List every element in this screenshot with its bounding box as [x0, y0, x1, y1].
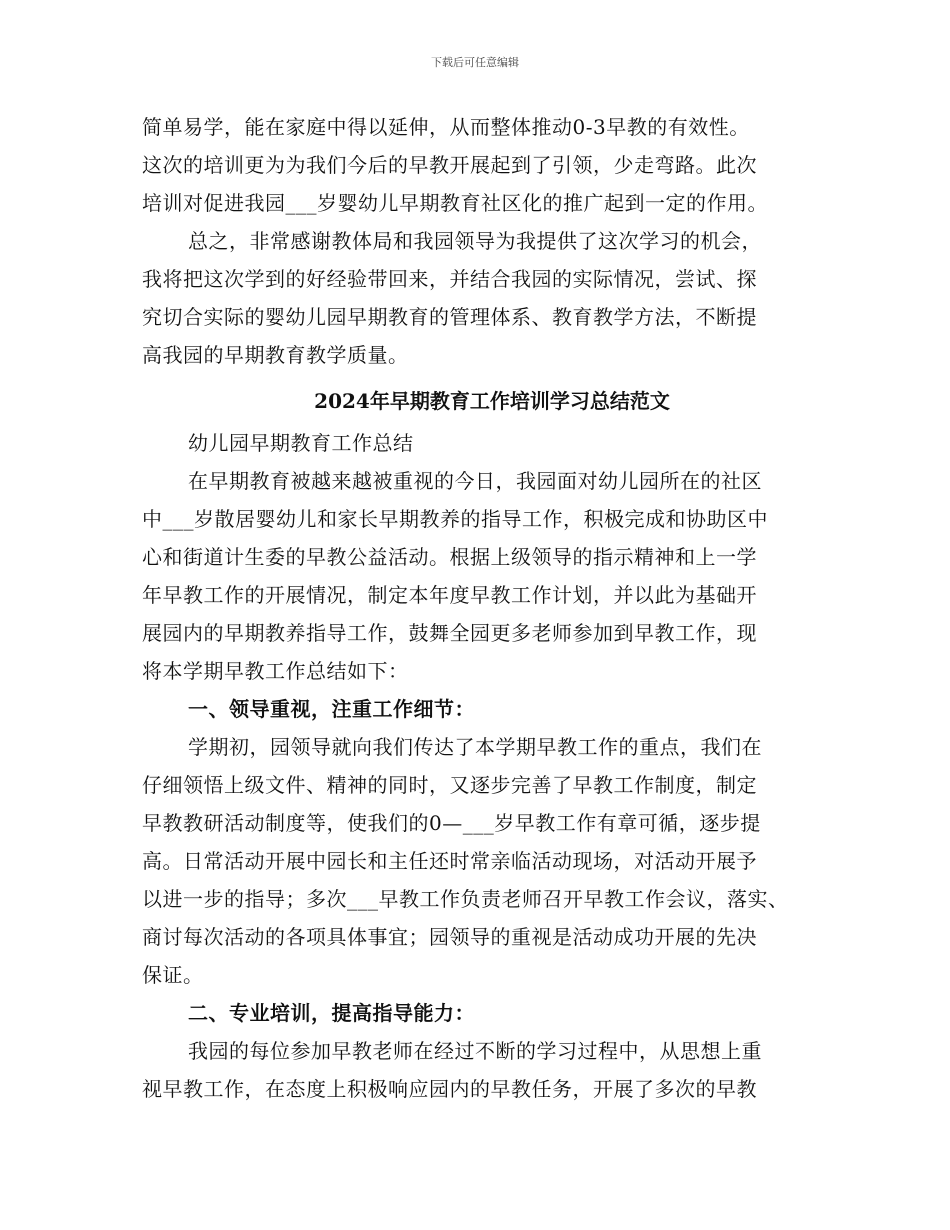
- text-line: 保证。: [142, 963, 204, 987]
- paragraph-intro: [142, 462, 812, 690]
- text-line: 培训对促进我园___岁婴幼儿早期教育社区化的推广起到一定的作用。: [142, 191, 768, 215]
- text-line: 商讨每次活动的各项具体事宜；园领导的重视是活动成功开展的先决: [142, 925, 757, 949]
- page-header-note: 下载后可任意编辑: [431, 56, 519, 69]
- text-line: 我园的每位参加早教老师在经过不断的学习过程中，从思想上重: [188, 1039, 762, 1063]
- text-line: 高我园的早期教育教学质量。: [142, 343, 409, 367]
- text-line: 总之，非常感谢教体局和我园领导为我提供了这次学习的机会，: [188, 229, 762, 253]
- text-line: 在早期教育被越来越被重视的今日，我园面对幼儿园所在的社区: [188, 469, 762, 493]
- document-title: 2024年早期教育工作培训学习总结范文: [314, 389, 670, 413]
- text-line: 我将把这次学到的好经验带回来，并结合我园的实际情况，尝试、探: [142, 267, 757, 291]
- text-line: 学期初，园领导就向我们传达了本学期早教工作的重点，我们在: [188, 735, 762, 759]
- text-line: 年早教工作的开展情况，制定本年度早教工作计划，并以此为基础开: [142, 583, 757, 607]
- document-body: [142, 108, 812, 1108]
- text-line: 高。日常活动开展中园长和主任还时常亲临活动现场，对活动开展予: [142, 849, 757, 873]
- text-line: 仔细领悟上级文件、精神的同时，又逐步完善了早教工作制度，制定: [142, 773, 757, 797]
- text-line: 视早教工作，在态度上积极响应园内的早教任务，开展了多次的早教: [142, 1077, 757, 1101]
- text-line: 以进一步的指导；多次___早教工作负责老师召开早教工作会议，落实、: [142, 887, 789, 911]
- paragraph-section-2: [142, 1032, 812, 1108]
- text-line: 心和街道计生委的早教公益活动。根据上级领导的指示精神和上一学: [142, 545, 757, 569]
- paragraph-conclusion: [142, 222, 812, 374]
- text-line: 究切合实际的婴幼儿园早期教育的管理体系、教育教学方法，不断提: [142, 305, 757, 329]
- section-heading-1: 一、领导重视，注重工作细节：: [188, 697, 475, 721]
- section-heading-2: 二、专业培训，提高指导能力：: [188, 1001, 475, 1025]
- text-line: 中___岁散居婴幼儿和家长早期教养的指导工作，积极完成和协助区中: [142, 507, 768, 531]
- document-subtitle: 幼儿园早期教育工作总结: [188, 431, 414, 455]
- text-line: 这次的培训更为为我们今后的早教开展起到了引领，少走弯路。此次: [142, 153, 757, 177]
- text-line: 简单易学，能在家庭中得以延伸，从而整体推动0-3早教的有效性。: [142, 115, 750, 139]
- text-line: 早教教研活动制度等，使我们的0—___岁早教工作有章可循，逐步提: [142, 811, 761, 835]
- paragraph-section-1: [142, 728, 812, 994]
- paragraph-continuation: [142, 108, 812, 222]
- text-line: 将本学期早教工作总结如下：: [142, 659, 409, 683]
- text-line: 展园内的早期教养指导工作，鼓舞全园更多老师参加到早教工作，现: [142, 621, 757, 645]
